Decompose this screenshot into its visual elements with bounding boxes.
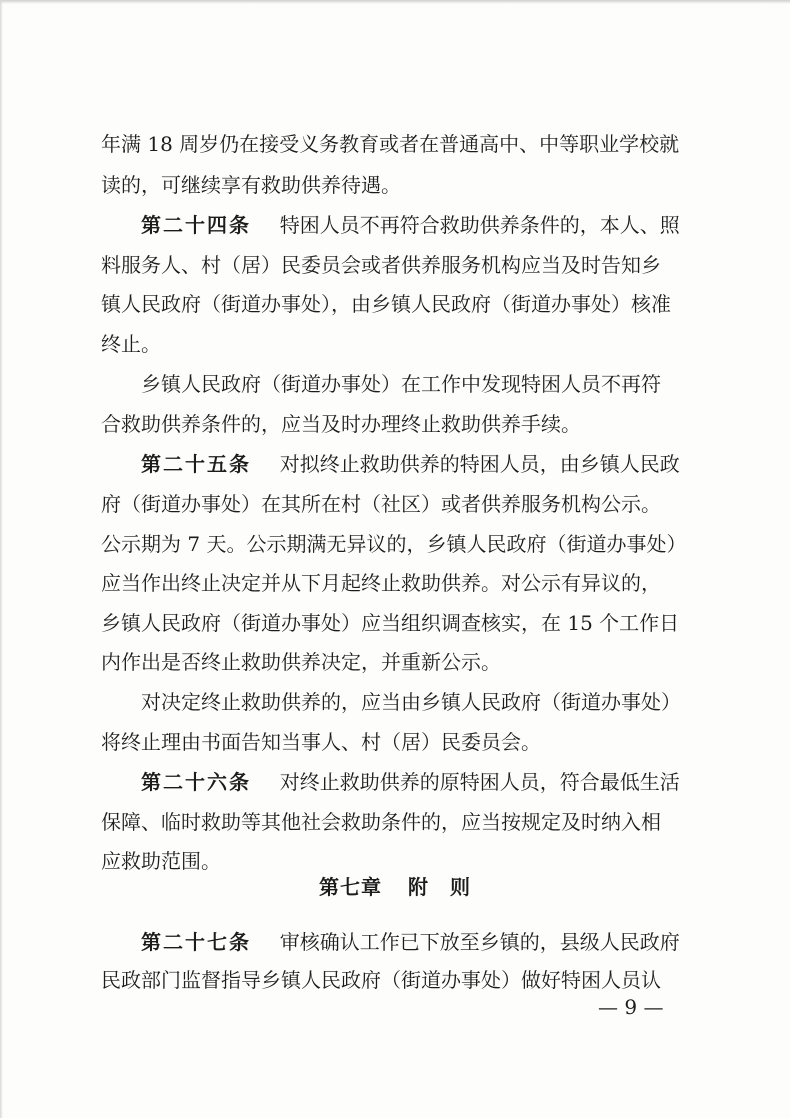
body-line: 内作出是否终止救助供养决定，并重新公示。: [101, 650, 501, 674]
body-line: 乡镇人民政府（街道办事处）应当组织调查核实，在 15 个工作日: [101, 611, 680, 635]
article-text: 特困人员不再符合救助供养条件的，本人、照: [279, 213, 680, 237]
body-line: 府（街道办事处）在其所在村（社区）或者供养服务机构公示。: [101, 492, 661, 516]
body-line: 公示期为 7 天。公示期满无异议的，乡镇人民政府（街道办事处）: [101, 532, 687, 556]
article-text: 对终止救助供养的原特困人员，符合最低生活: [279, 770, 680, 794]
article-number: 第二十五条: [141, 452, 251, 476]
page-number: — 9 —: [598, 995, 664, 1019]
body-line: 保障、临时救助等其他社会救助条件的，应当按规定及时纳入相: [101, 810, 661, 834]
paragraph-first-line: 对决定终止救助供养的，应当由乡镇人民政府（街道办事处）: [141, 690, 681, 714]
body-line: 应救助范围。: [101, 849, 221, 873]
article-number: 第二十七条: [141, 930, 251, 954]
body-line: 合救助供养条件的，应当及时办理终止救助供养手续。: [101, 412, 581, 436]
body-line: 读的，可继续享有救助供养待遇。: [101, 173, 401, 197]
article-number: 第二十六条: [141, 770, 251, 794]
article-text: 审核确认工作已下放至乡镇的，县级人民政府: [279, 930, 680, 954]
article-24-line: [141, 211, 680, 239]
paragraph-first-line: 乡镇人民政府（街道办事处）在工作中发现特困人员不再符: [141, 372, 661, 396]
scan-edge: [0, 0, 3, 1118]
chapter-heading: [0, 872, 790, 902]
article-text: 对拟终止救助供养的特困人员，由乡镇人民政: [279, 452, 680, 476]
article-number: 第二十四条: [141, 213, 251, 237]
body-line: 料服务人、村（居）民委员会或者供养服务机构应当及时告知乡: [101, 253, 661, 277]
body-line: 民政部门监督指导乡镇人民政府（街道办事处）做好特困人员认: [101, 968, 661, 992]
article-26-line: [141, 768, 680, 796]
article-27-line: [141, 928, 680, 956]
article-25-line: [141, 450, 680, 478]
body-line: 终止。: [101, 332, 161, 356]
body-line: 镇人民政府（街道办事处），由乡镇人民政府（街道办事处）核准: [101, 292, 671, 316]
chapter-number: 第七章: [319, 875, 382, 899]
scan-edge: [0, 0, 790, 4]
body-line: 应当作出终止决定并从下月起终止救助供养。对公示有异议的，: [101, 571, 661, 595]
body-line: 将终止理由书面告知当事人、村（居）民委员会。: [101, 730, 541, 754]
chapter-title: 附 则: [408, 875, 471, 899]
body-line: 年满 18 周岁仍在接受义务教育或者在普通高中、中等职业学校就: [101, 132, 680, 156]
